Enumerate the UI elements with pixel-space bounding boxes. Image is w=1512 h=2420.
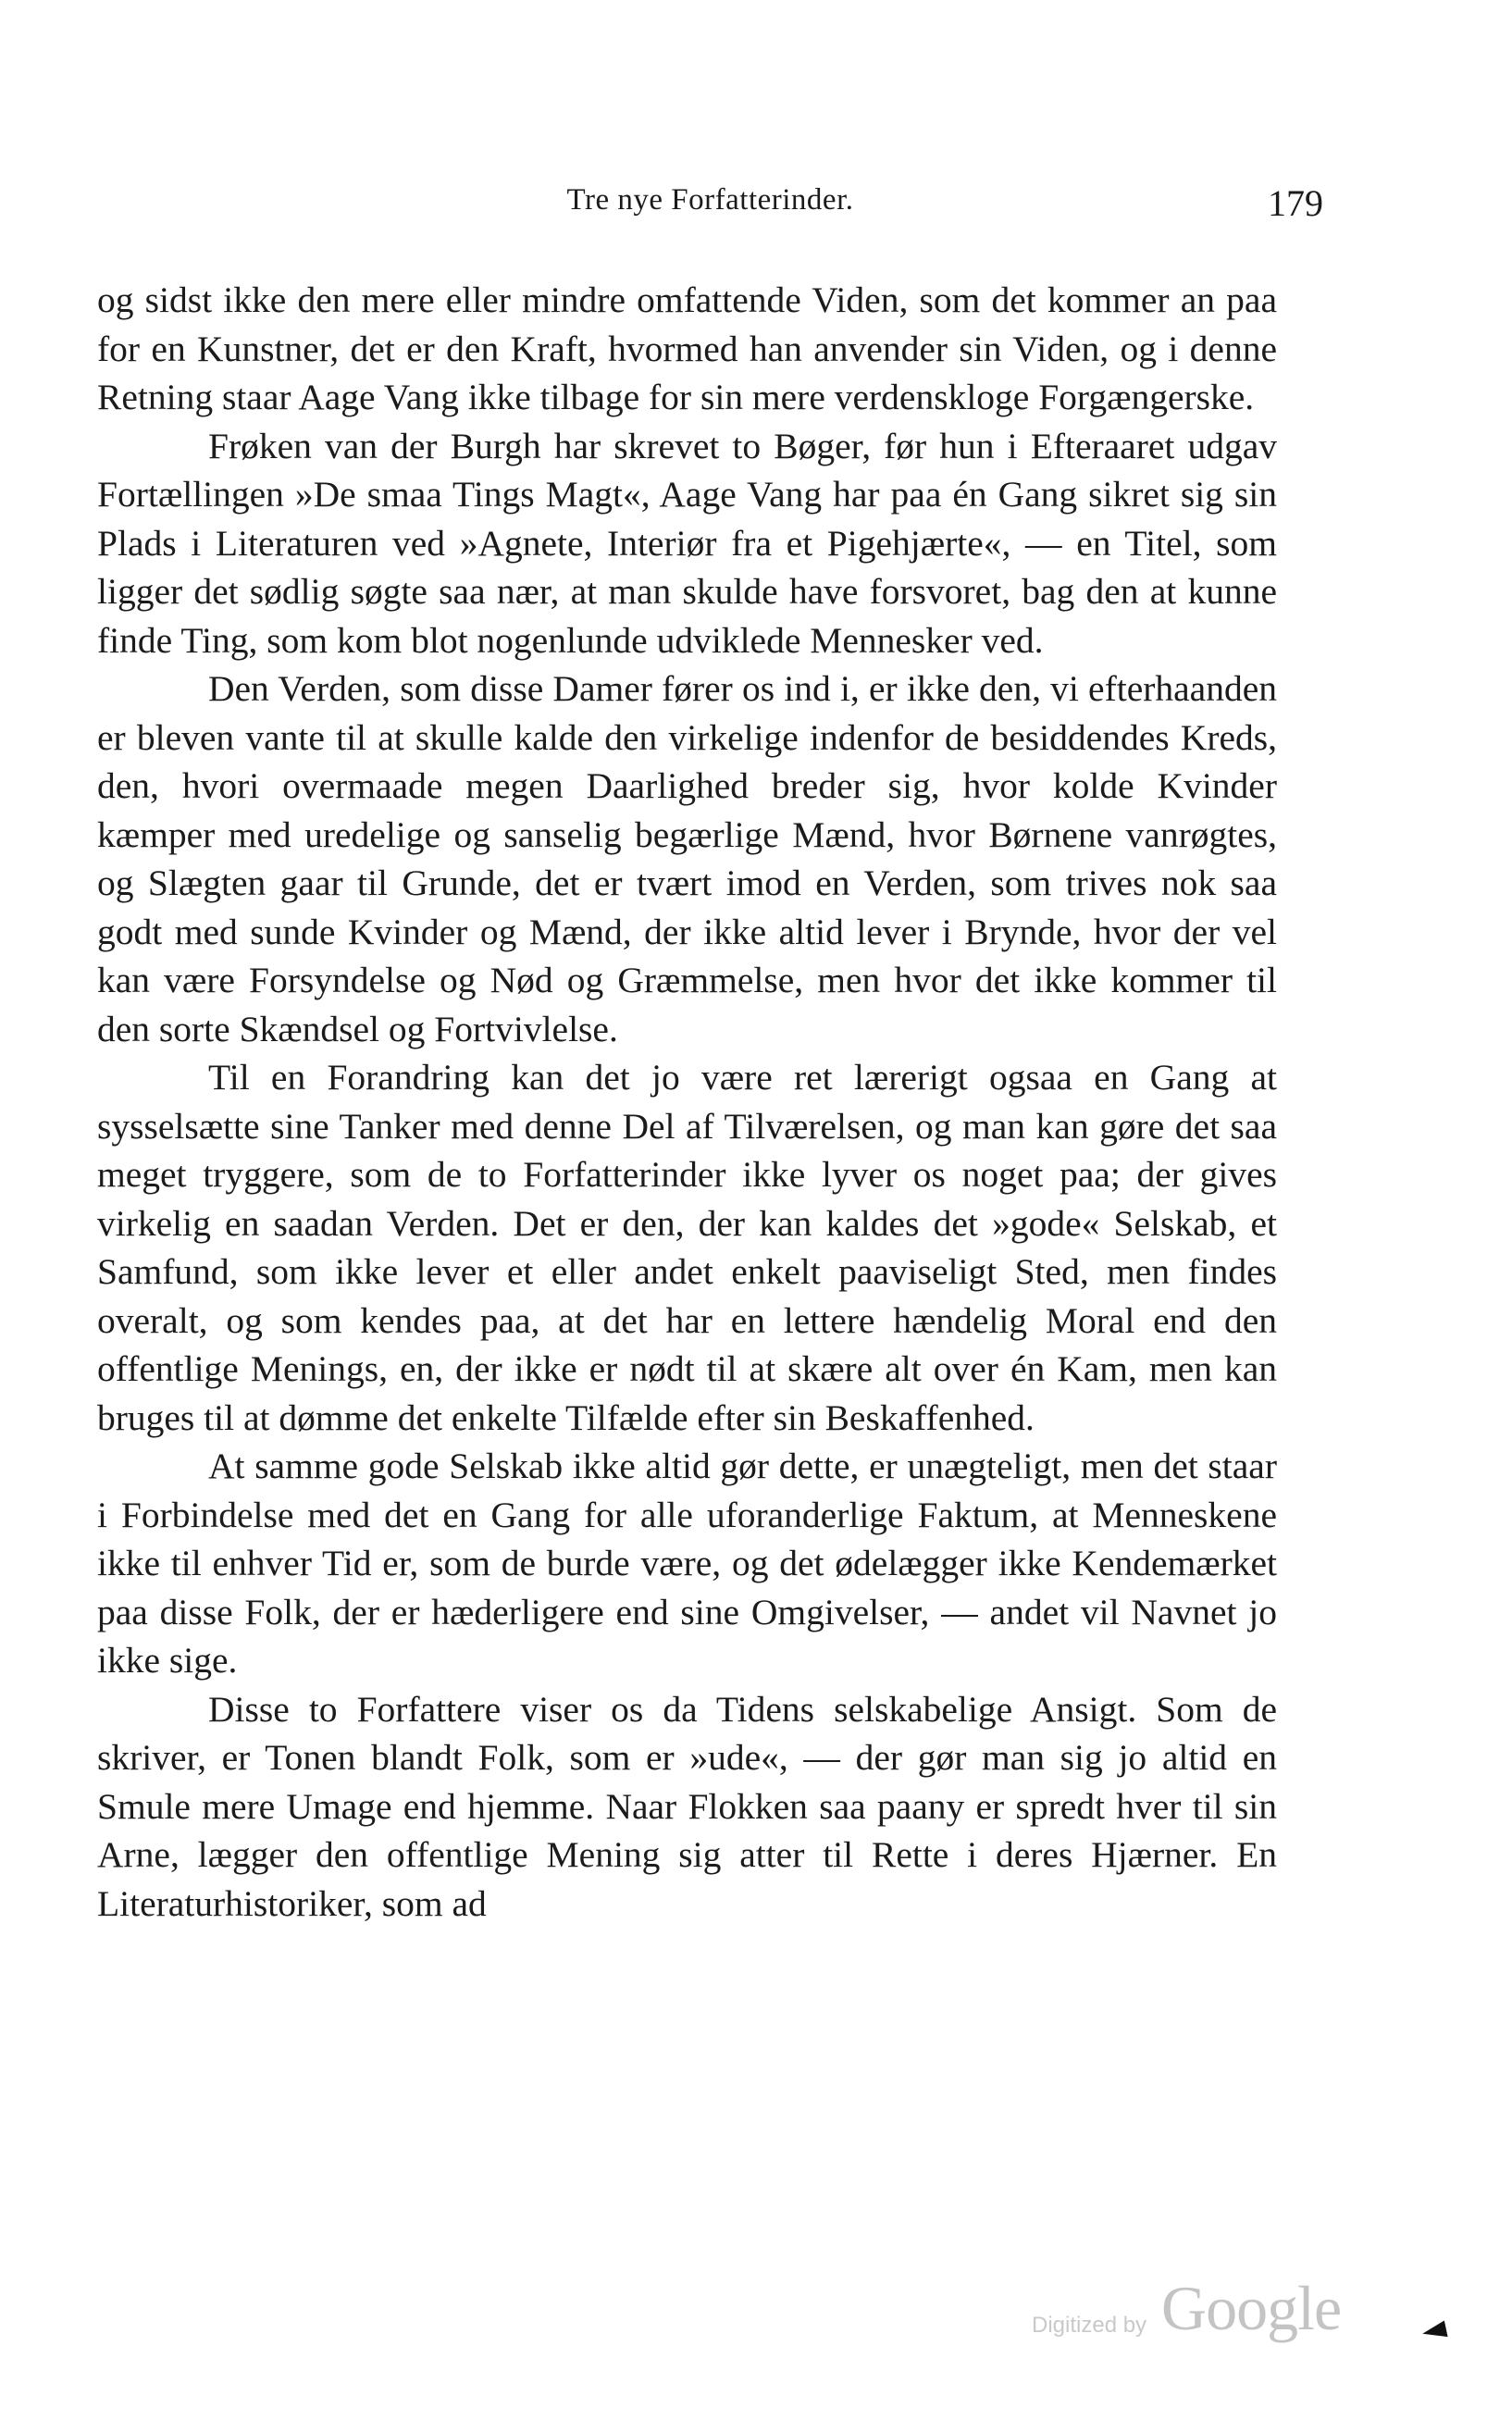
body-text	[97, 276, 1277, 1928]
paragraph-2: Frøken van der Burgh har skrevet to Bøger, før hun i Efteraaret udgav Fortællingen »De smaa Tings Magt«, Aage Vang har paa én Gang sikret sig sin Plads i Literaturen ved »Agnete, Interiør fra et Pigehjærte«, — en Titel, som ligger det sødlig søgte saa nær, at man skulde have forsvoret, bag den at kunne finde Ting, som kom blot nogenlunde udviklede Mennesker ved.	[97, 425, 1277, 661]
running-title: Tre nye Forfatterinder.	[566, 183, 854, 217]
digitized-by-label: Digitized by	[1032, 2313, 1147, 2338]
digitization-watermark	[1032, 2272, 1457, 2355]
paragraph-6: Disse to Forfattere viser os da Tidens selskabelige Ansigt. Som de skriver, er Tonen blandt Folk, som er »ude«, — der gør man sig jo altid en Smule mere Umage end hjemme. Naar Flokken saa paany er spredt hver til sin Arne, lægger den offentlige Mening sig atter til Rette i deres Hjærner. En Literaturhistoriker, som ad	[97, 1688, 1277, 1924]
paragraph-1: og sidst ikke den mere eller mindre omfattende Viden, som det kommer an paa for en Kunstner, det er den Kraft, hvormed han anvender sin Viden, og i denne Retning staar Aage Vang ikke tilbage for sin mere verdenskloge Forgængerske.	[97, 279, 1277, 417]
page-number: 179	[1268, 182, 1323, 224]
paragraph-5: At samme gode Selskab ikke altid gør dette, er unægteligt, men det staar i Forbindelse med det en Gang for alle uforanderlige Faktum, at Menneskene ikke til enhver Tid er, som de burde være, og det ødelægger ikke Kendemærket paa disse Folk, der er hæderligere end sine Omgivelser, — andet vil Navnet jo ikke sige.	[97, 1446, 1277, 1681]
page-header	[97, 183, 1323, 239]
google-logo: Google	[1161, 2273, 1342, 2343]
paragraph-4: Til en Forandring kan det jo være ret lærerigt ogsaa en Gang at sysselsætte sine Tanker med denne Del af Tilværelsen, og man kan gøre det saa meget tryggere, som de to Forfatterinder ikke lyver os noget paa; der gives virkelig en saadan Verden. Det er den, der kan kaldes det »gode« Selskab, et Samfund, som ikke lever et eller andet enkelt paaviseligt Sted, men findes overalt, og som kendes paa, at det har en lettere hændelig Moral end den offentlige Menings, en, der ikke er nødt til at skære alt over én Kam, men kan bruges til at dømme det enkelte Tilfælde efter sin Beskaffenhed.	[97, 1057, 1277, 1438]
paragraph-3: Den Verden, som disse Damer fører os ind i, er ikke den, vi efterhaanden er bleven vante til at skulle kalde den virkelige indenfor de besiddendes Kreds, den, hvori overmaade megen Daarlighed breder sig, hvor kolde Kvinder kæmper med uredelige og sanselig begærlige Mænd, hvor Børnene vanrøgtes, og Slægten gaar til Grunde, det er tvært imod en Verden, som trives nok saa godt med sunde Kvinder og Mænd, der ikke altid lever i Brynde, hvor der vel kan være Forsyndelse og Nød og Græmmelse, men hvor det ikke kommer til den sorte Skændsel og Fortvivlelse.	[97, 668, 1277, 1049]
